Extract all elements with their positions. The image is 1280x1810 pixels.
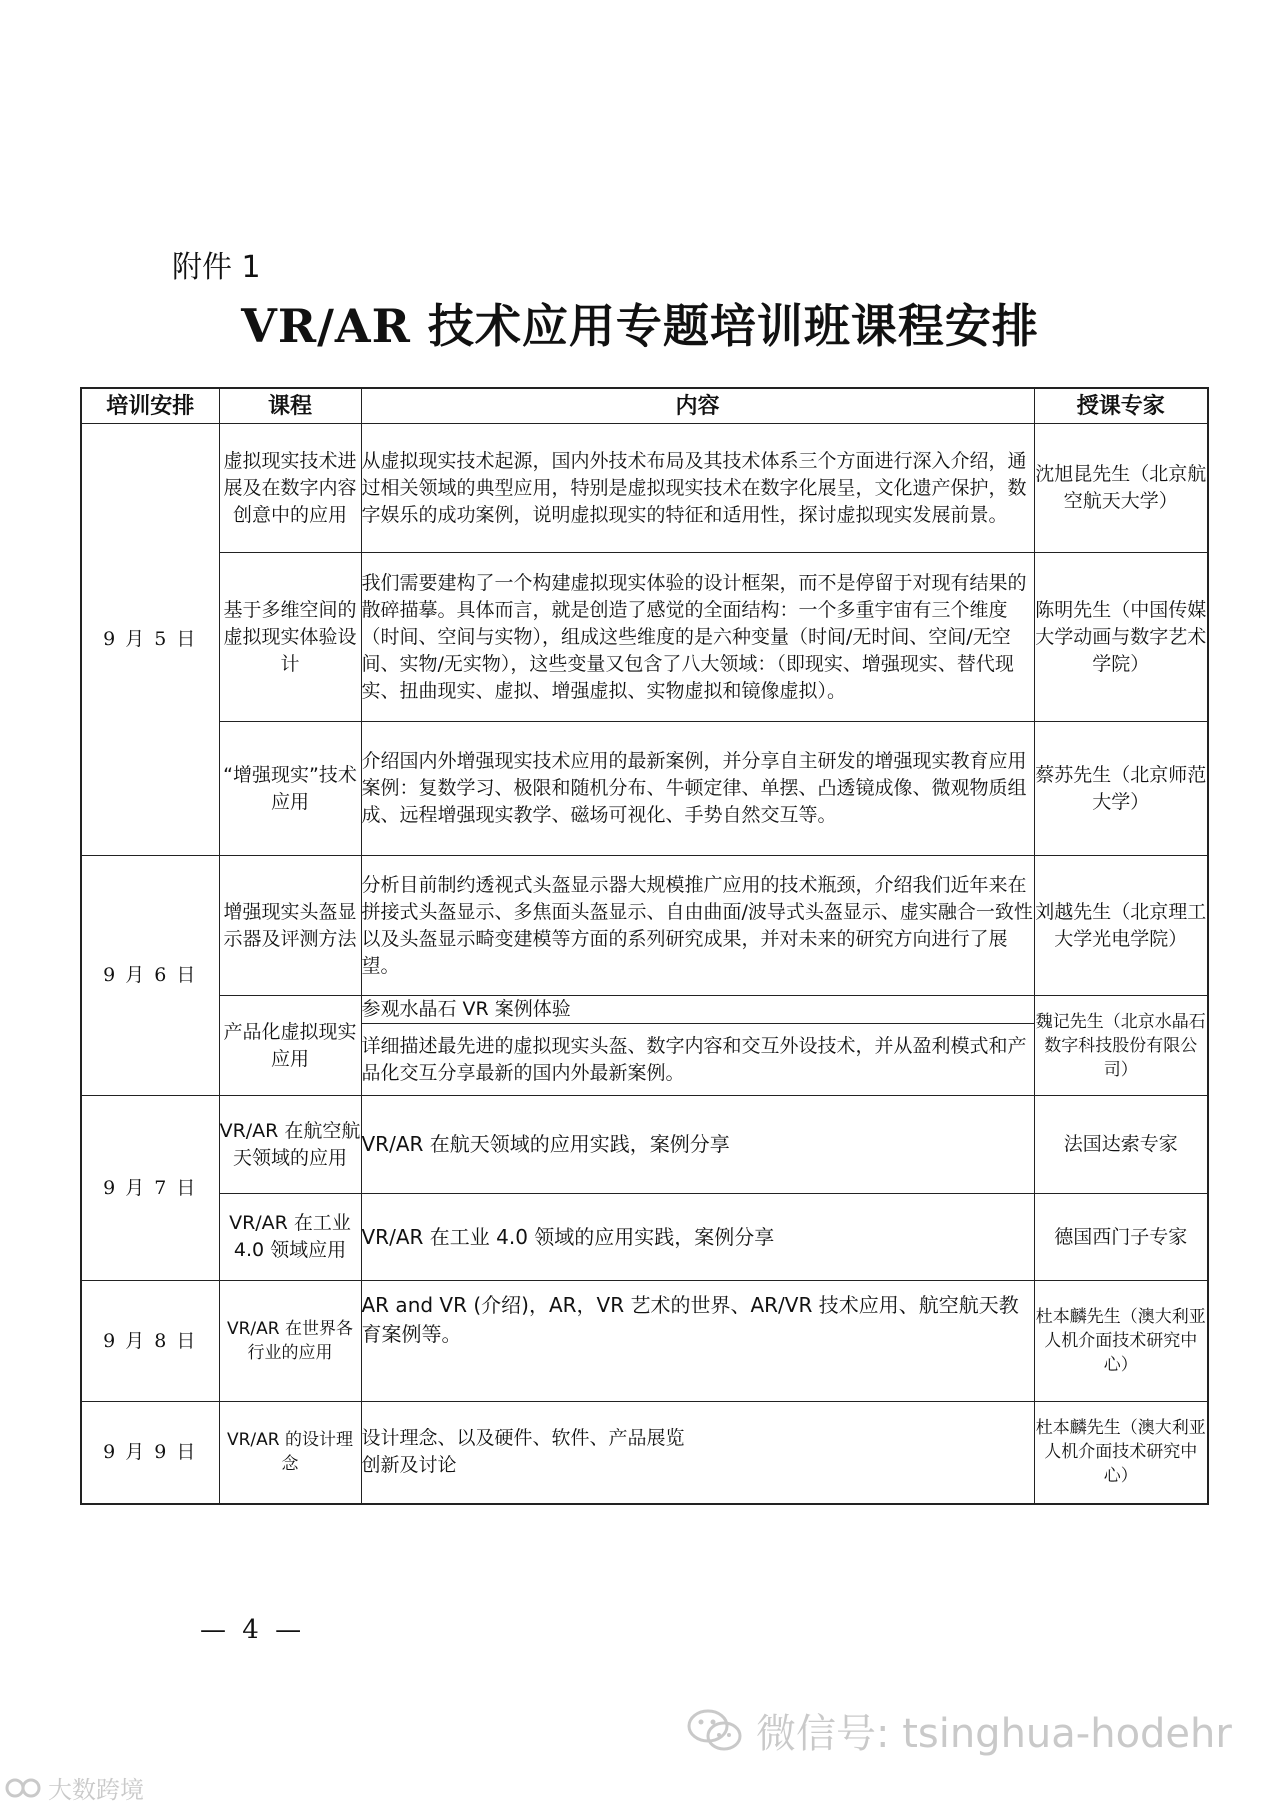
date-cell: 9 月 8 日 — [81, 1281, 219, 1402]
content-cell: 从虚拟现实技术起源，国内外技术布局及其技术体系三个方面进行深入介绍，通过相关领域的典型应用，特别是虚拟现实技术在数字化展呈，文化遗产保护，数字娱乐的成功案例，说明虚拟现实的特征和适用性，探讨虚拟现实发展前景。 — [361, 424, 1034, 553]
course-cell: 虚拟现实技术进展及在数字内容创意中的应用 — [219, 424, 361, 553]
course-cell: VR/AR 在世界各行业的应用 — [219, 1281, 361, 1402]
date-cell: 9 月 9 日 — [81, 1402, 219, 1504]
course-cell: 产品化虚拟现实应用 — [219, 996, 361, 1096]
header-schedule: 培训安排 — [81, 388, 219, 424]
expert-cell: 德国西门子专家 — [1034, 1194, 1208, 1281]
table-row — [81, 1096, 1208, 1194]
course-cell: VR/AR 在工业 4.0 领域应用 — [219, 1194, 361, 1281]
brand-name: 大数跨境 — [48, 1776, 144, 1804]
content-cell: 参观水晶石 VR 案例体验 — [361, 996, 1034, 1024]
expert-cell: 刘越先生（北京理工大学光电学院） — [1034, 856, 1208, 996]
table-row — [81, 1281, 1208, 1402]
content-cell: VR/AR 在工业 4.0 领域的应用实践，案例分享 — [361, 1194, 1034, 1281]
expert-cell: 魏记先生（北京水晶石数字科技股份有限公司） — [1034, 996, 1208, 1096]
table-row — [81, 996, 1208, 1024]
date-cell: 9 月 5 日 — [81, 424, 219, 856]
content-line: 创新及讨论 — [361, 1454, 457, 1477]
table-row — [81, 1402, 1208, 1504]
attachment-label: 附件 1 — [172, 250, 261, 285]
table-row — [81, 1194, 1208, 1281]
schedule-table — [80, 387, 1209, 1505]
header-content: 内容 — [361, 388, 1034, 424]
table-row — [81, 553, 1208, 722]
content-cell: 详细描述最先进的虚拟现实头盔、数字内容和交互外设技术，并从盈利模式和产品化交互分享最新的国内外最新案例。 — [361, 1024, 1034, 1096]
content-cell: 分析目前制约透视式头盔显示器大规模推广应用的技术瓶颈，介绍我们近年来在拼接式头盔显示、多焦面头盔显示、自由曲面/波导式头盔显示、虚实融合一致性以及头盔显示畸变建模等方面的系列研究成果，并对未来的研究方向进行了展望。 — [361, 856, 1034, 996]
wechat-icon — [686, 1708, 746, 1754]
content-cell — [361, 1402, 1034, 1504]
content-line: 设计理念、以及硬件、软件、产品展览 — [361, 1427, 685, 1450]
course-cell: VR/AR 在航空航天领域的应用 — [219, 1096, 361, 1194]
expert-cell: 陈明先生（中国传媒大学动画与数字艺术学院） — [1034, 553, 1208, 722]
expert-cell: 杜本麟先生（澳大利亚人机介面技术研究中心） — [1034, 1402, 1208, 1504]
wechat-id: 微信号: tsinghua-hodehr — [756, 1711, 1232, 1757]
date-cell: 9 月 7 日 — [81, 1096, 219, 1281]
course-cell: 基于多维空间的虚拟现实体验设计 — [219, 553, 361, 722]
table-row — [81, 424, 1208, 553]
expert-cell: 沈旭昆先生（北京航空航天大学） — [1034, 424, 1208, 553]
header-expert: 授课专家 — [1034, 388, 1208, 424]
brand-watermark — [4, 1770, 144, 1805]
header-course: 课程 — [219, 388, 361, 424]
content-cell: VR/AR 在航天领域的应用实践，案例分享 — [361, 1096, 1034, 1194]
page-number: — 4 — — [200, 1615, 306, 1645]
content-cell: 我们需要建构了一个构建虚拟现实体验的设计框架，而不是停留于对现有结果的散碎描摹。具体而言，就是创造了感觉的全面结构：一个多重宇宙有三个维度（时间、空间与实物），组成这些维度的是六种变量（时间/无时间、空间/无空间、实物/无实物），这些变量又包含了八大领域：（即现实、增强现实、替代现实、扭曲现实、虚拟、增强虚拟、实物虚拟和镜像虚拟）。 — [361, 553, 1034, 722]
page-title: VR/AR 技术应用专题培训班课程安排 — [241, 299, 1039, 353]
table-row — [81, 722, 1208, 856]
content-cell: AR and VR (介绍)，AR，VR 艺术的世界、AR/VR 技术应用、航空航天教育案例等。 — [361, 1281, 1034, 1402]
wechat-watermark — [686, 1702, 1232, 1759]
expert-cell: 蔡苏先生（北京师范大学） — [1034, 722, 1208, 856]
course-cell: VR/AR 的设计理念 — [219, 1402, 361, 1504]
table-row — [81, 856, 1208, 996]
dashu-logo-icon — [4, 1774, 44, 1802]
date-cell: 9 月 6 日 — [81, 856, 219, 1096]
expert-cell: 法国达索专家 — [1034, 1096, 1208, 1194]
expert-cell: 杜本麟先生（澳大利亚人机介面技术研究中心） — [1034, 1281, 1208, 1402]
course-cell: 增强现实头盔显示器及评测方法 — [219, 856, 361, 996]
course-cell: “增强现实”技术应用 — [219, 722, 361, 856]
content-cell: 介绍国内外增强现实技术应用的最新案例，并分享自主研发的增强现实教育应用案例：复数学习、极限和随机分布、牛顿定律、单摆、凸透镜成像、微观物质组成、远程增强现实教学、磁场可视化、手势自然交互等。 — [361, 722, 1034, 856]
table-header-row — [81, 388, 1208, 424]
